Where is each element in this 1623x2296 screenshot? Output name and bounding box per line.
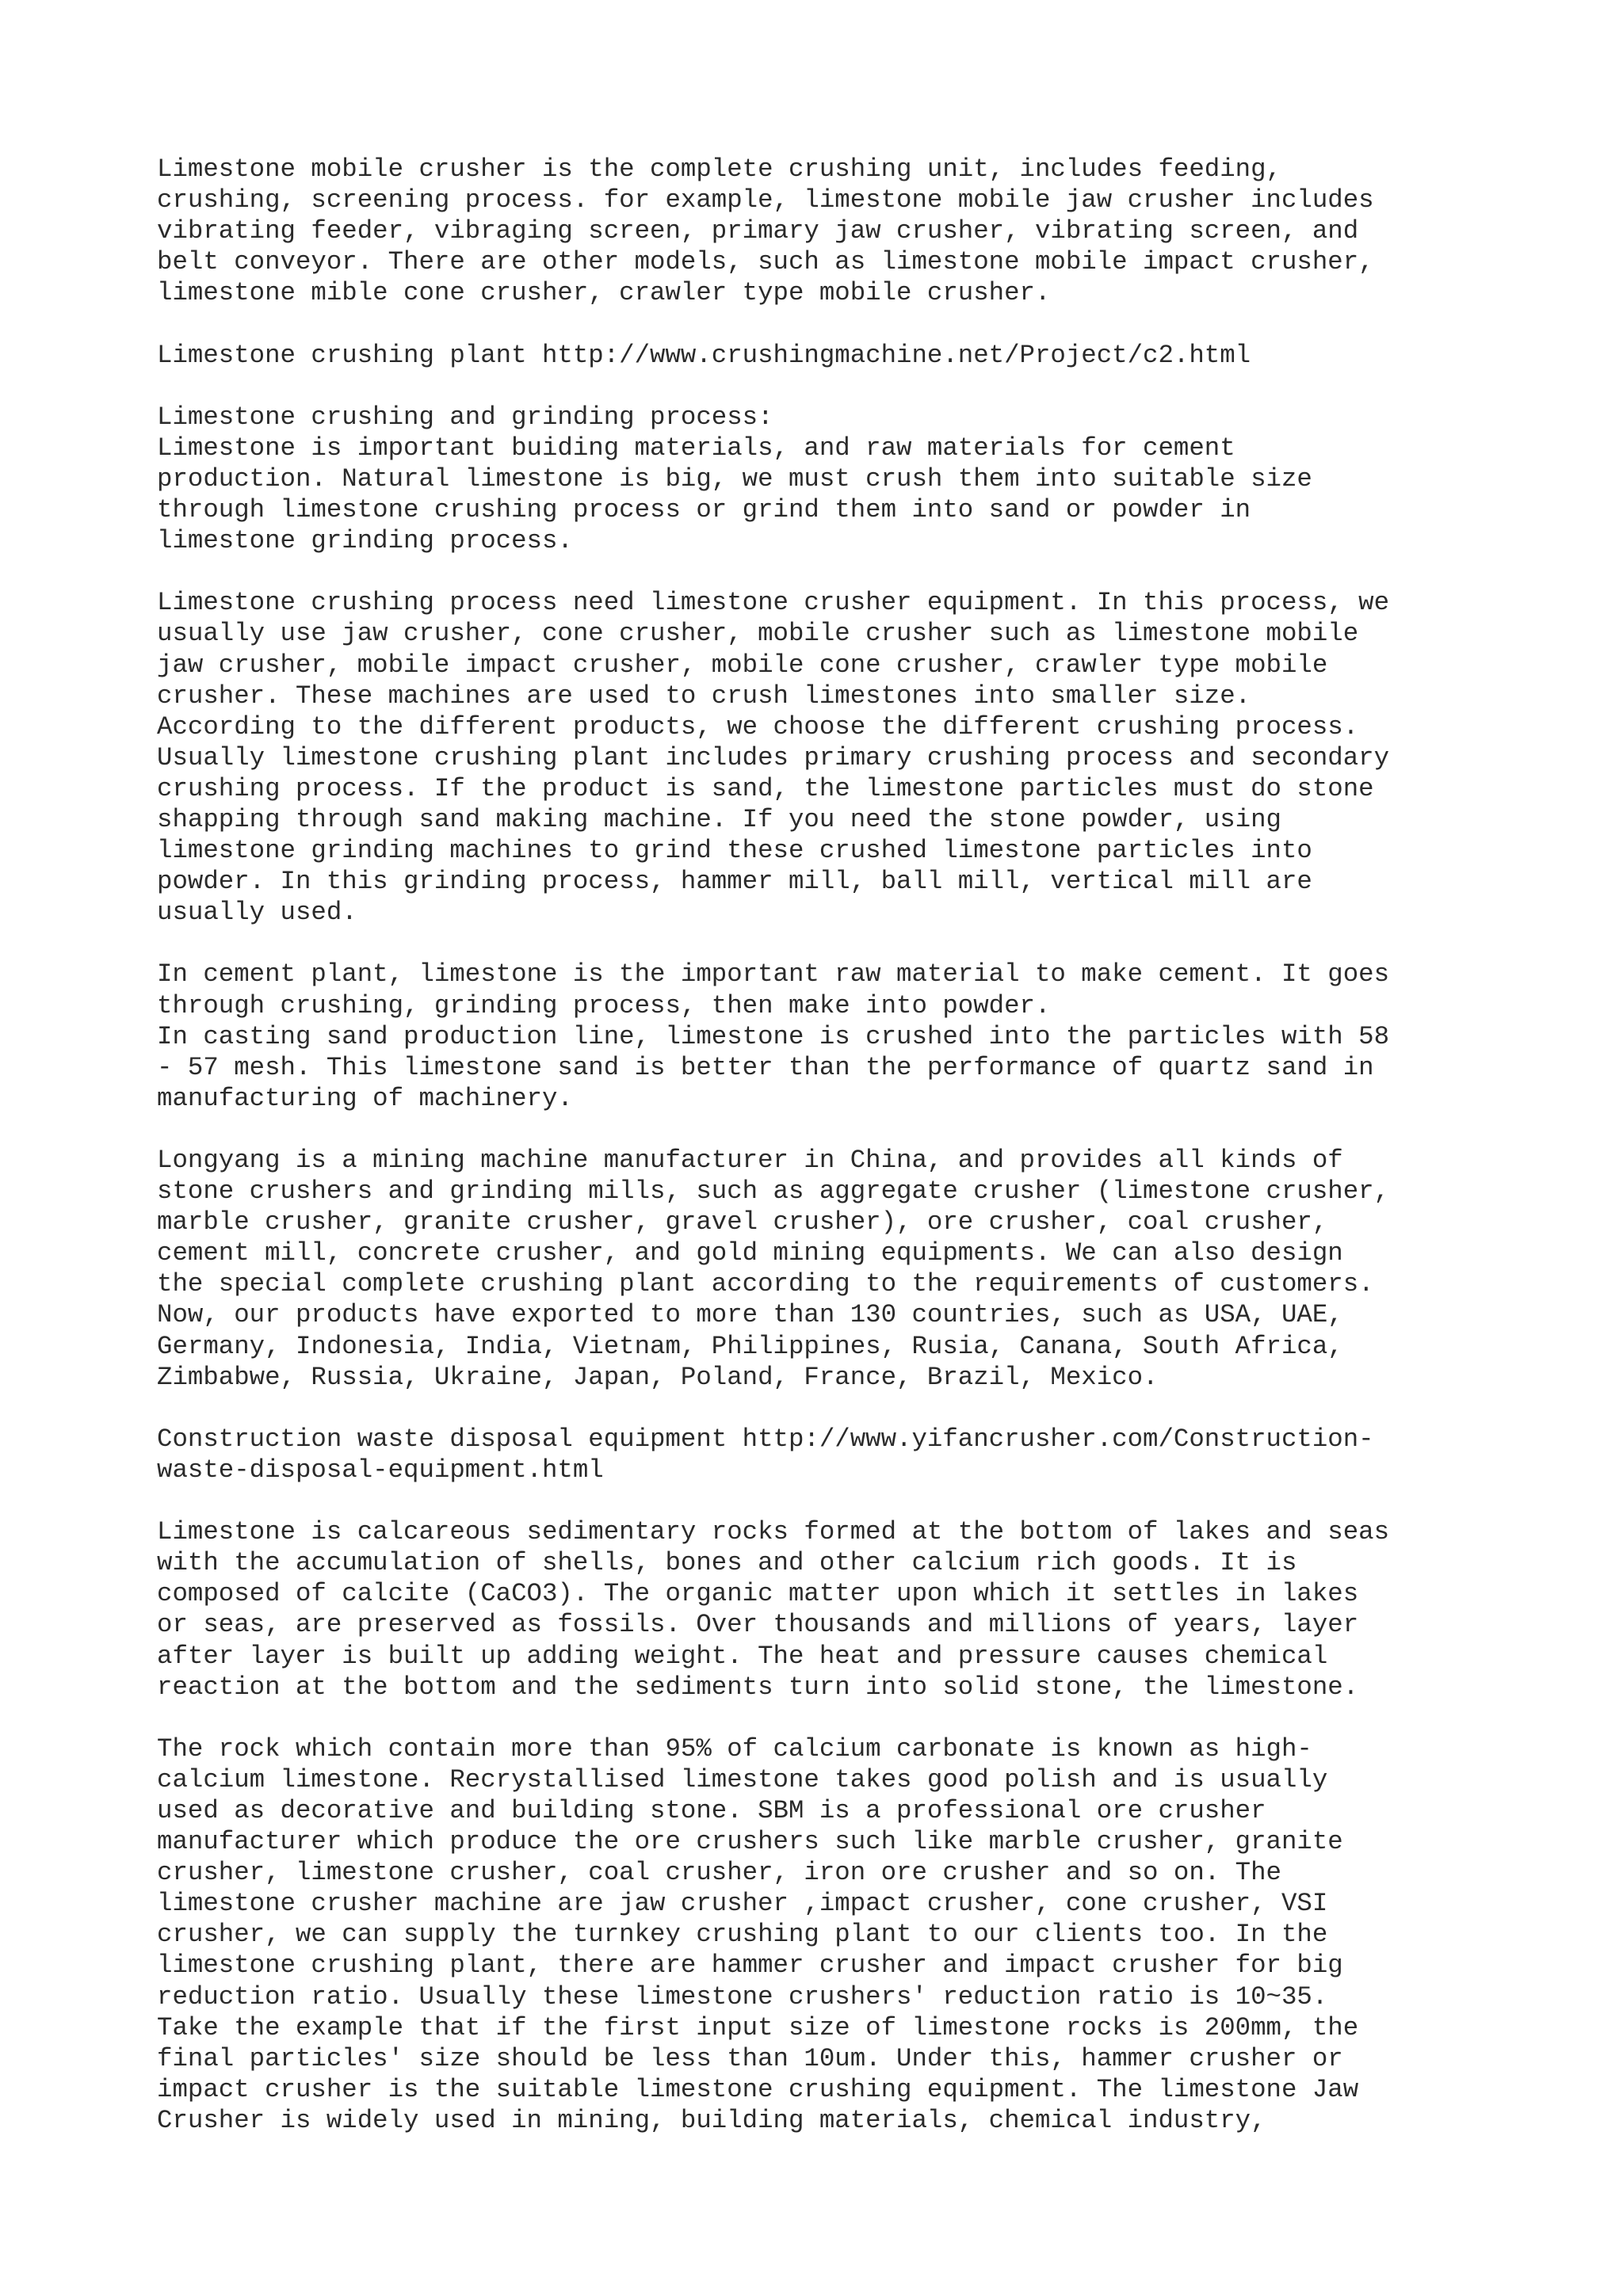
paragraph-cement-plant: In cement plant, limestone is the important raw material to make cement. It goes through crushing, grinding process, then make into powder. bbox=[157, 959, 1390, 1020]
paragraph-crushing-plant-link: Limestone crushing plant http://www.crushingmachine.net/Project/c2.html bbox=[157, 340, 1251, 370]
paragraph-building-materials: Limestone is important buiding materials, and raw materials for cement production. Natural limestone is big, we must crush them into suitable size through limestone crushing process or grind them into sand or powder in limestone grinding process. bbox=[157, 433, 1312, 556]
heading-crushing-grinding-process: Limestone crushing and grinding process: bbox=[157, 402, 773, 432]
paragraph-high-calcium-limestone: The rock which contain more than 95% of calcium carbonate is known as high- calcium limestone. Recrystallised limestone takes good polish and is usually used as decorative and building stone. SBM is a professional ore crusher manufacturer which produce the ore crushers such like marble crusher, granite crusher, limestone crusher, coal crusher, iron ore crusher and so on. The limestone crusher machine are jaw crusher ,impact crusher, cone crusher, VSI crusher, we can supply the turnkey crushing plant to our clients too. In the limestone crushing plant, there are hammer crusher and impact crusher for big reduction ratio. Usually these limestone crushers' reduction ratio is 10~35. Take the example that if the first input size of limestone rocks is 200mm, the final particles' size should be less than 10um. Under this, hammer crusher or impact crusher is the suitable limestone crushing equipment. The limestone Jaw Crusher is widely used in mining, building materials, chemical industry, bbox=[157, 1733, 1359, 2135]
paragraph-construction-waste-link: Construction waste disposal equipment http://www.yifancrusher.com/Construction- waste-disposal-equipment.html bbox=[157, 1424, 1374, 1485]
document-body bbox=[157, 154, 1504, 2136]
paragraph-casting-sand: In casting sand production line, limestone is crushed into the particles with 58 - 57 mesh. This limestone sand is better than the performance of quartz sand in manufacturing of machinery. bbox=[157, 1021, 1390, 1113]
paragraph-crushing-process: Limestone crushing process need limestone crusher equipment. In this process, we usually use jaw crusher, cone crusher, mobile crusher such as limestone mobile jaw crusher, mobile impact crusher, mobile cone crusher, crawler type mobile crusher. These machines are used to crush limestones into smaller size. According to the different products, we choose the different crushing process. Usually limestone crushing plant includes primary crushing process and secondary crushing process. If the product is sand, the limestone particles must do stone shapping through sand making machine. If you need the stone powder, using limestone grinding machines to grind these crushed limestone particles into powder. In this grinding process, hammer mill, ball mill, vertical mill are usually used. bbox=[157, 588, 1390, 928]
paragraph-limestone-formation: Limestone is calcareous sedimentary rocks formed at the bottom of lakes and seas with the accumulation of shells, bones and other calcium rich goods. It is composed of calcite (CaCO3). The organic matter upon which it settles in lakes or seas, are preserved as fossils. Over thousands and millions of years, layer after layer is built up adding weight. The heat and pressure causes chemical reaction at the bottom and the sediments turn into solid stone, the limestone. bbox=[157, 1517, 1390, 1702]
paragraph-longyang: Longyang is a mining machine manufacturer in China, and provides all kinds of stone crushers and grinding mills, such as aggregate crusher (limestone crusher, marble crusher, granite crusher, gravel crusher), ore crusher, coal crusher, cement mill, concrete crusher, and gold mining equipments. We can also design the special complete crushing plant according to the requirements of customers. Now, our products have exported to more than 130 countries, such as USA, UAE, Germany, Indonesia, India, Vietnam, Philippines, Rusia, Canana, South Africa, Zimbabwe, Russia, Ukraine, Japan, Poland, France, Brazil, Mexico. bbox=[157, 1146, 1390, 1392]
paragraph-mobile-crusher: Limestone mobile crusher is the complete crushing unit, includes feeding, crushing, screening process. for example, limestone mobile jaw crusher includes vibrating feeder, vibraging screen, primary jaw crusher, vibrating screen, and belt conveyor. There are other models, such as limestone mobile impact crusher, limestone mible cone crusher, crawler type mobile crusher. bbox=[157, 154, 1374, 308]
